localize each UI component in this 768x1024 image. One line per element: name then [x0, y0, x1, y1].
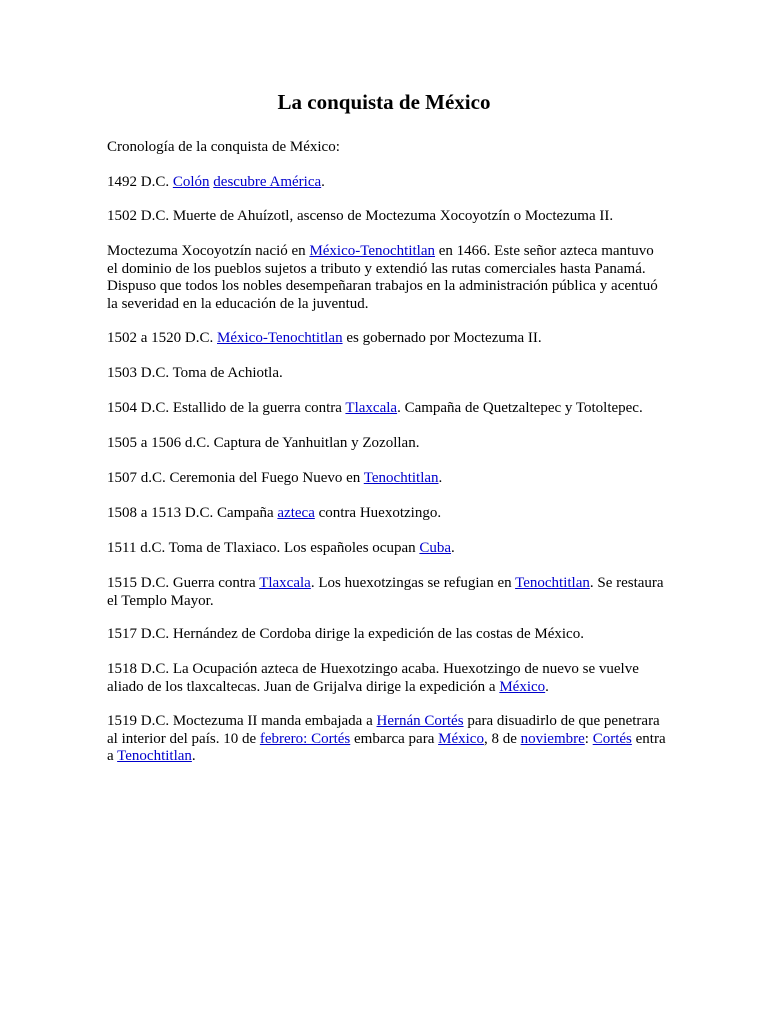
paragraph-text: 1517 D.C. Hernández de Cordoba dirige la expedición de las costas de México.	[107, 626, 584, 642]
page-title: La conquista de México	[277, 90, 491, 114]
paragraph-text: . Los huexotzingas se refugian en	[310, 575, 516, 591]
timeline-paragraph	[107, 626, 667, 644]
wiki-link[interactable]: México	[499, 678, 546, 695]
paragraph-text: . Se restaura el Templo Mayor.	[107, 575, 664, 609]
wiki-link[interactable]: noviembre	[520, 730, 585, 747]
timeline-paragraph	[107, 330, 667, 348]
paragraph-text: .	[451, 540, 455, 556]
wiki-link[interactable]: Cortés	[592, 730, 632, 747]
paragraph-text: .	[191, 748, 196, 764]
wiki-link[interactable]: Tenochtitlan	[515, 575, 590, 591]
timeline-paragraph	[107, 208, 667, 226]
paragraph-text: 1505 a 1506 d.C. Captura de Yanhuitlan y Zozollan.	[107, 435, 420, 451]
paragraph-text: 1519 D.C. Moctezuma II manda embajada a	[107, 713, 377, 729]
timeline-paragraph	[107, 365, 667, 383]
paragraph-text: 1502 a 1520 D.C.	[107, 330, 217, 346]
wiki-link[interactable]: México	[438, 730, 484, 747]
paragraph-text: 1492 D.C.	[107, 174, 173, 190]
paragraph-text: es gobernado por Moctezuma II.	[342, 330, 542, 346]
wiki-link[interactable]: México-Tenochtitlan	[217, 330, 343, 346]
paragraph-text: 1508 a 1513 D.C. Campaña	[107, 505, 278, 521]
wiki-link[interactable]: descubre América	[213, 174, 322, 190]
wiki-link[interactable]: Cuba	[419, 540, 452, 556]
timeline-paragraph	[107, 505, 667, 523]
paragraph-text: 1518 D.C. La Ocupación azteca de Huexotzingo acaba. Huexotzingo de nuevo se vuelve aliado de los tlaxcaltecas. Juan de Grijalva dirige la expedición a	[107, 661, 639, 695]
paragraph-text: :	[584, 730, 593, 747]
paragraph-text: 1515 D.C. Guerra contra	[107, 575, 260, 591]
wiki-link[interactable]: Tlaxcala	[345, 400, 398, 416]
wiki-link[interactable]: Tlaxcala	[259, 575, 311, 591]
paragraph-text: contra Huexotzingo.	[314, 505, 442, 521]
timeline-paragraph	[107, 470, 667, 488]
intro-paragraph: Cronología de la conquista de México:	[107, 139, 340, 155]
timeline-paragraph	[107, 575, 667, 610]
wiki-link[interactable]: Tenochtitlan	[117, 748, 192, 764]
timeline-paragraph	[107, 435, 667, 453]
wiki-link[interactable]: azteca	[277, 505, 315, 521]
paragraph-text: embarca para	[350, 730, 439, 747]
paragraph-text: 1503 D.C. Toma de Achiotla.	[107, 365, 283, 381]
wiki-link[interactable]: Colón	[172, 174, 210, 190]
paragraph-text: 1507 d.C. Ceremonia del Fuego Nuevo en	[107, 470, 364, 486]
wiki-link[interactable]: febrero: Cortés	[259, 730, 351, 747]
paragraph-text: . Campaña de Quetzaltepec y Totoltepec.	[397, 400, 643, 416]
paragraph-text: .	[438, 470, 443, 486]
timeline-paragraph	[107, 540, 667, 558]
timeline-paragraph	[107, 400, 667, 418]
timeline-paragraph	[107, 174, 667, 192]
wiki-link[interactable]: México-Tenochtitlan	[309, 243, 436, 259]
paragraph-text: .	[321, 174, 325, 190]
wiki-link[interactable]: Tenochtitlan	[363, 470, 439, 486]
paragraph-text: entra a	[107, 730, 666, 764]
paragraph-text: .	[545, 678, 549, 695]
paragraph-text: en 1466. Este señor azteca mantuvo el dominio de los pueblos sujetos a tributo y extendió las rutas comerciales hasta Panamá. Dispuso que todos los nobles desempeñaran trabajos en la administración pública y acentuó la severidad en la educación de la juventud.	[107, 243, 658, 312]
paragraph-text: 1502 D.C. Muerte de Ahuízotl, ascenso de Moctezuma Xocoyotzín o Moctezuma II.	[107, 208, 614, 224]
timeline-paragraph	[107, 661, 667, 696]
paragraph-text: Moctezuma Xocoyotzín nació en	[107, 243, 310, 259]
paragraph-text: , 8 de	[483, 730, 521, 747]
paragraph-text: 1504 D.C. Estallido de la guerra contra	[107, 400, 346, 416]
paragraph-text: 1511 d.C. Toma de Tlaxiaco. Los españoles ocupan	[107, 540, 420, 556]
timeline-paragraph	[107, 243, 667, 313]
wiki-link[interactable]: Hernán Cortés	[376, 713, 464, 729]
timeline-paragraph	[107, 713, 667, 766]
paragraph-text: para disuadirlo de que penetrara al interior del país. 10 de	[107, 713, 660, 747]
